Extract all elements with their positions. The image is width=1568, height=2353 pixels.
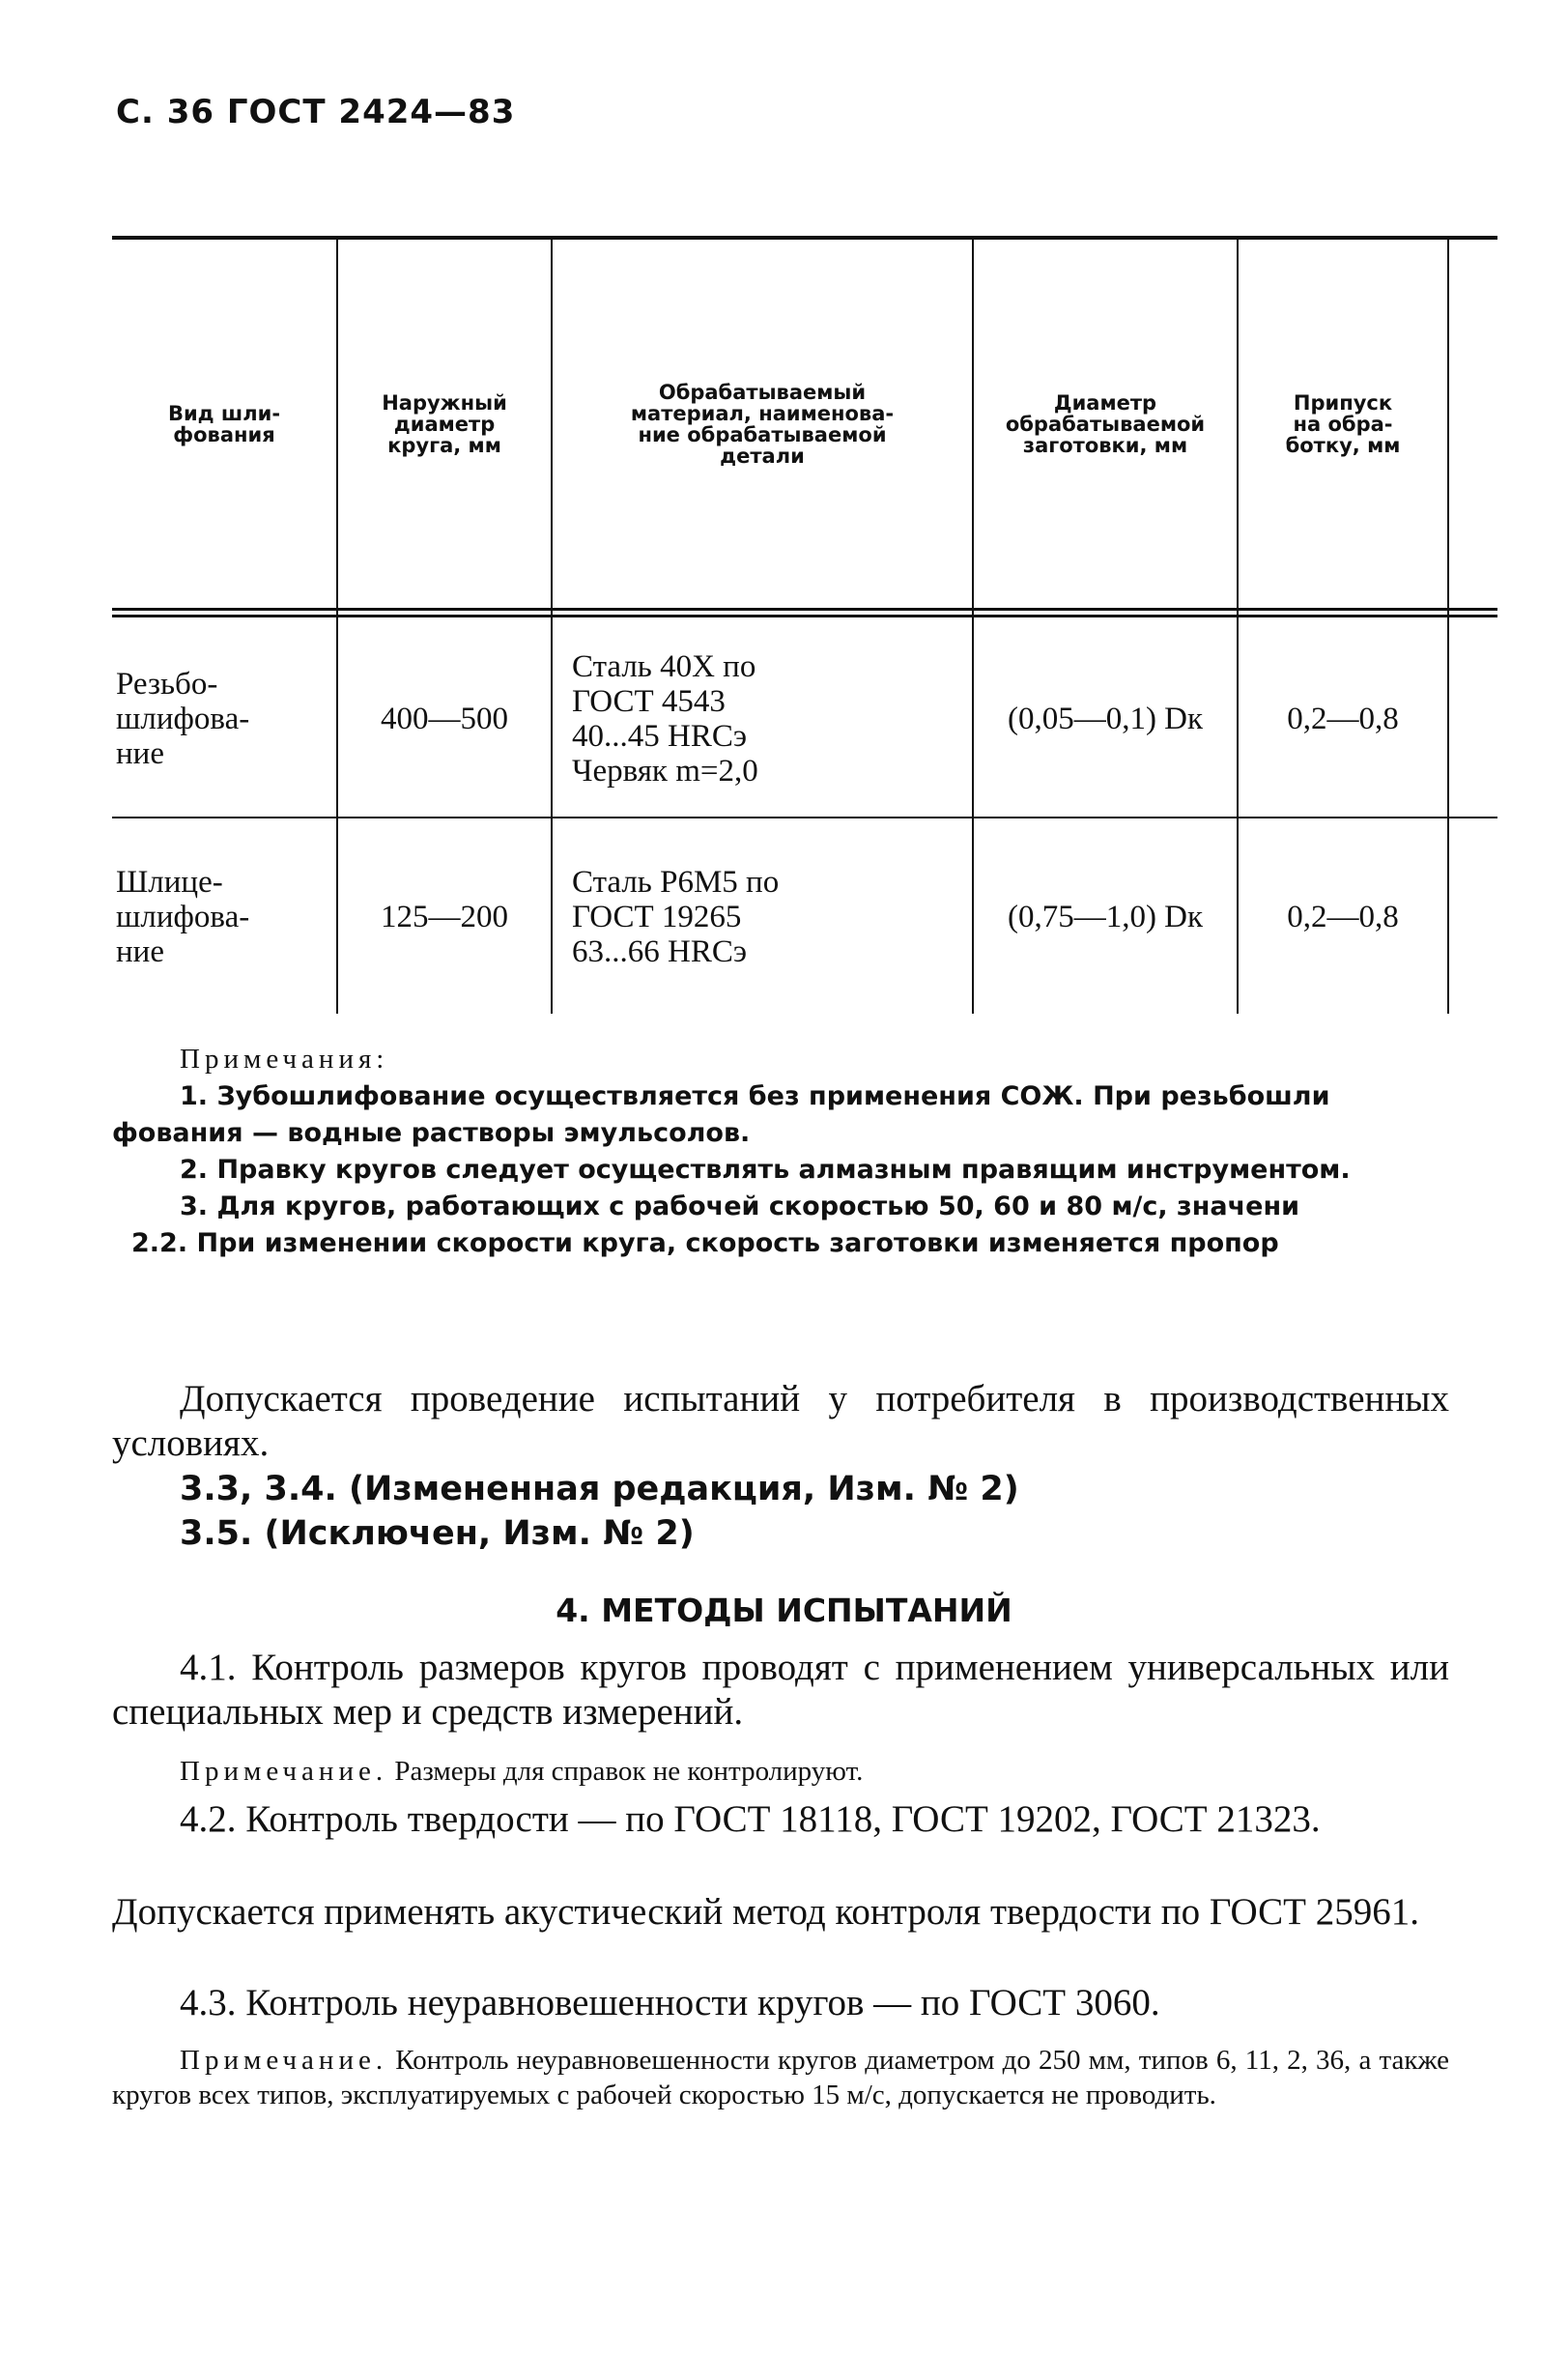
- note-lead: Примечание.: [180, 2045, 388, 2076]
- running-head: С. 36 ГОСТ 2424—83: [116, 93, 516, 131]
- note-text: Размеры для справок не контролируют.: [387, 1756, 864, 1787]
- column-header: Наружный диаметр круга, мм: [382, 390, 507, 457]
- table-cell-material: Сталь Р6М5 по ГОСТ 19265 63...66 HRCэ: [572, 864, 780, 969]
- column-header: Обрабатываемый материал, наименова- ние обрабатываемой детали: [630, 380, 895, 468]
- table-notes: [112, 1040, 1445, 1262]
- grinding-table: [112, 236, 1497, 1014]
- column-divider: [1447, 236, 1449, 1014]
- note-lead: Примечание.: [180, 1756, 388, 1787]
- table-cell-allowance: 0,2—0,8: [1287, 899, 1399, 934]
- paragraph: 4.3. Контроль неуравновешенности кругов — по ГОСТ 3060.: [180, 1982, 1160, 2023]
- row-divider: [112, 817, 1497, 818]
- note-line: 2.2. При изменении скорости круга, скорость заготовки изменяется пропор: [131, 1228, 1279, 1258]
- note-text: Контроль неуравновешенности кругов диаметром до 250 мм, типов 6, 11, 2, 36, а также кругов всех типов, эксплуатируемых с рабочей скоростью 15 м/с, допускается не проводить.: [112, 2045, 1449, 2110]
- paragraph: Допускается проведение испытаний у потребителя в производственных условиях.: [112, 1378, 1449, 1464]
- table-cell-material: Сталь 40Х по ГОСТ 4543 40...45 HRCэ Червяк m=2,0: [572, 648, 758, 789]
- note-line: 2. Правку кругов следует осуществлять алмазным правящим инструментом.: [180, 1155, 1351, 1185]
- table-cell-type: Шлице- шлифова- ние: [116, 864, 250, 969]
- table-cell-blank-diameter: (0,05—0,1) Dк: [1007, 701, 1204, 736]
- note-line: 1. Зубошлифование осуществляется без применения СОЖ. При резьбошли: [180, 1081, 1330, 1111]
- table-cell-allowance: 0,2—0,8: [1287, 701, 1399, 736]
- table-cell-type: Резьбо- шлифова- ние: [116, 666, 250, 771]
- table-cell-diameter: 125—200: [381, 899, 508, 934]
- header-rule-1: [112, 608, 1497, 611]
- note-line: 3. Для кругов, работающих с рабочей скоростью 50, 60 и 80 м/с, значени: [180, 1191, 1300, 1221]
- column-header: Вид шли- фования: [167, 401, 281, 446]
- table-cell-blank-diameter: (0,75—1,0) Dк: [1007, 899, 1204, 934]
- note-line: фования — водные растворы эмульсолов.: [112, 1118, 751, 1148]
- note: [112, 2043, 1449, 2112]
- paragraph: Допускается применять акустический метод контроля твердости по ГОСТ 25961.: [112, 1891, 1419, 1933]
- section-title: 4. МЕТОДЫ ИСПЫТАНИЙ: [556, 1592, 1012, 1629]
- note: [112, 1754, 1449, 1789]
- column-header: Припуск на обра- ботку, мм: [1285, 390, 1401, 457]
- paragraph: 4.1. Контроль размеров кругов проводят с применением универсальных или специальных мер и средств измерений.: [112, 1647, 1449, 1733]
- notes-title: Примечания:: [180, 1044, 389, 1075]
- paragraph: 4.2. Контроль твердости — по ГОСТ 18118, ГОСТ 19202, ГОСТ 21323.: [180, 1798, 1321, 1840]
- amendment-note: 3.5. (Исключен, Изм. № 2): [180, 1514, 695, 1553]
- amendment-note: 3.3, 3.4. (Измененная редакция, Изм. № 2): [180, 1470, 1019, 1508]
- column-header: Диаметр обрабатываемой заготовки, мм: [1005, 390, 1206, 457]
- table-cell-diameter: 400—500: [381, 701, 508, 736]
- header-rule-2: [112, 615, 1497, 617]
